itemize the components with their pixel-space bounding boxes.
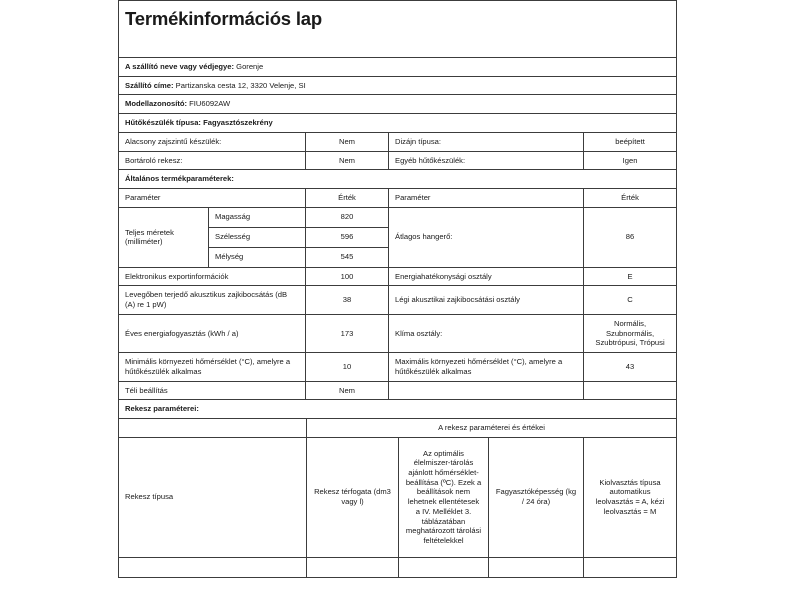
main-table [118, 0, 677, 419]
energy-class-label: Energiahatékonysági osztály [389, 267, 584, 286]
table-row [119, 267, 677, 286]
dimension-value-depth: 545 [306, 247, 389, 267]
average-noise-value: 86 [584, 207, 677, 267]
compartment-temperature-cell [399, 557, 489, 577]
other-appliance-value: Igen [584, 151, 677, 170]
overall-dimensions-label: Teljes méretek (milliméter) [119, 207, 209, 267]
page-title: Termékinformációs lap [125, 8, 322, 29]
energy-class-value: E [584, 267, 677, 286]
supplier-address-label: Szállító címe: [125, 80, 174, 90]
climate-class-label: Klíma osztály: [389, 314, 584, 352]
design-type-label: Dizájn típusa: [389, 132, 584, 151]
general-section-row [119, 170, 677, 189]
low-noise-label: Alacsony zajszintű készülék: [119, 132, 306, 151]
compartment-table [118, 418, 677, 578]
supplier-address-value: Partizanska cesta 12, 3320 Velenje, SI [175, 80, 306, 90]
header-value-right: Érték [584, 189, 677, 208]
min-ambient-temp-label: Minimális környezeti hőmérséklet (°C), amelyre a hűtőkészülék alkalmas [119, 353, 306, 381]
model-cell [119, 95, 677, 114]
max-ambient-temp-label: Maximális környezeti hőmérséklet (°C), amelyre a hűtőkészülék alkalmas [389, 353, 584, 381]
compartment-capacity-cell [489, 557, 584, 577]
wine-compartment-value: Nem [306, 151, 389, 170]
compartment-group-header-row [119, 418, 677, 437]
export-info-label: Elektronikus exportinformációk [119, 267, 306, 286]
table-row [119, 286, 677, 314]
dimension-value-height: 820 [306, 207, 389, 227]
noise-class-label: Légi akusztikai zajkibocsátási osztály [389, 286, 584, 314]
supplier-address-row [119, 76, 677, 95]
airborne-noise-label: Levegőben terjedő akusztikus zajkibocsátás (dB (A) re 1 pW) [119, 286, 306, 314]
general-header-row [119, 189, 677, 208]
annual-energy-value: 173 [306, 314, 389, 352]
compartment-type-cell [119, 557, 307, 577]
supplier-name-value: Gorenje [236, 62, 264, 71]
winter-setting-label: Téli beállítás [119, 381, 306, 400]
compartment-defrost-cell [584, 557, 677, 577]
title-row [119, 1, 677, 58]
other-appliance-label: Egyéb hűtőkészülék: [389, 151, 584, 170]
table-row [119, 314, 677, 352]
winter-setting-value: Nem [306, 381, 389, 400]
dimension-value-width: 596 [306, 227, 389, 247]
low-noise-value: Nem [306, 132, 389, 151]
column-header-volume: Rekesz térfogata (dm3 vagy l) [307, 437, 399, 557]
airborne-noise-value: 38 [306, 286, 389, 314]
title-cell [119, 1, 677, 58]
product-information-sheet [118, 0, 676, 578]
max-ambient-temp-value: 43 [584, 353, 677, 381]
header-value-left: Érték [306, 189, 389, 208]
dimension-name-depth: Mélység [209, 247, 306, 267]
dimension-name-width: Szélesség [209, 227, 306, 247]
table-row [119, 353, 677, 381]
annual-energy-label: Éves energiafogyasztás (kWh / a) [119, 314, 306, 352]
compartment-corner-cell [119, 418, 307, 437]
model-row [119, 95, 677, 114]
supplier-name-cell [119, 58, 677, 77]
compartment-group-header: A rekesz paraméterei és értékei [307, 418, 677, 437]
noise-class-value: C [584, 286, 677, 314]
supplier-address-cell [119, 76, 677, 95]
column-header-compartment-type: Rekesz típusa [119, 437, 307, 557]
compartment-data-row-partial [119, 557, 677, 577]
average-noise-label: Átlagos hangerő: [389, 207, 584, 267]
compartment-volume-cell [307, 557, 399, 577]
dimension-row-height [119, 207, 677, 227]
column-header-freezing-capacity: Fagyasztóképesség (kg / 24 óra) [489, 437, 584, 557]
appliance-type-row [119, 114, 677, 133]
winter-setting-empty-value [584, 381, 677, 400]
table-row [119, 132, 677, 151]
export-info-value: 100 [306, 267, 389, 286]
appliance-type-value: Fagyasztószekrény [203, 118, 273, 128]
table-row [119, 381, 677, 400]
wine-compartment-label: Bortároló rekesz: [119, 151, 306, 170]
compartment-section-row [119, 400, 677, 419]
appliance-type-label: Hűtőkészülék típusa: [125, 118, 201, 128]
appliance-type-cell [119, 114, 677, 133]
header-parameter-right: Paraméter [389, 189, 584, 208]
min-ambient-temp-value: 10 [306, 353, 389, 381]
compartment-parameters-heading: Rekesz paraméterei: [119, 400, 677, 419]
climate-class-value: Normális, Szubnormális, Szubtrópusi, Trópusi [584, 314, 677, 352]
column-header-optimal-temperature: Az optimális élelmiszer-tárolás ajánlott hőmérséklet-beállítása (ºC). Ezek a beállítások nem lehetnek ellentétesek a IV. Melléklet 3. táblázatában meghatározott tárolási feltételekkel [399, 437, 489, 557]
model-label: Modellazonosító: [125, 99, 188, 109]
supplier-name-label: A szállító neve vagy védjegye: [125, 62, 235, 71]
design-type-value: beépített [584, 132, 677, 151]
header-parameter-left: Paraméter [119, 189, 306, 208]
general-parameters-heading: Általános termékparaméterek: [119, 170, 677, 189]
winter-setting-empty-label [389, 381, 584, 400]
table-row [119, 151, 677, 170]
compartment-column-header-row [119, 437, 677, 557]
supplier-name-row [119, 58, 677, 77]
dimension-name-height: Magasság [209, 207, 306, 227]
column-header-defrost-type: Kiolvasztás típusa automatikus leolvasztás = A, kézi leolvasztás = M [584, 437, 677, 557]
model-value: FIU6092AW [189, 99, 231, 109]
